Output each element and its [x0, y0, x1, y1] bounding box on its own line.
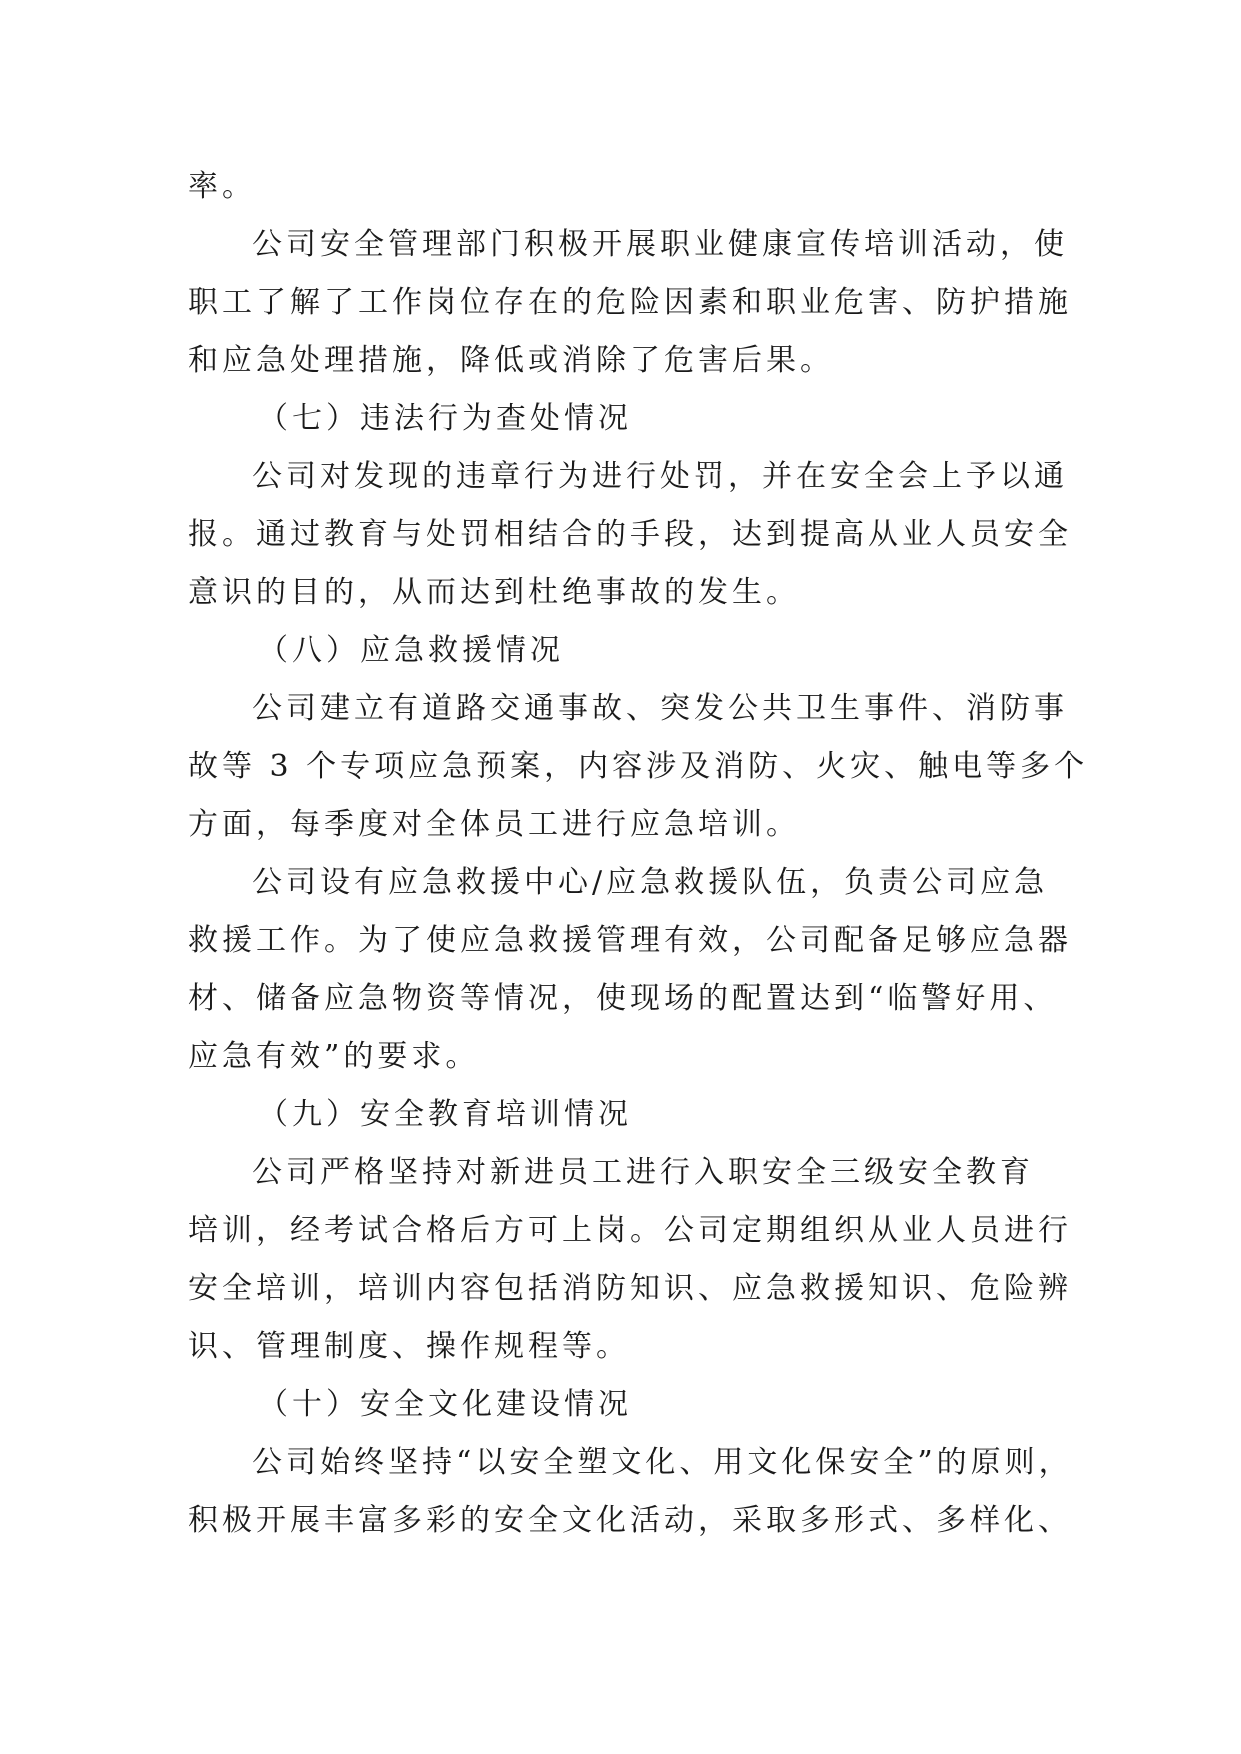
text-line: 应急有效”的要求。	[188, 1039, 480, 1074]
text-line: 故等 3 个专项应急预案，内容涉及消防、火灾、触电等多个	[188, 749, 1089, 784]
paragraph-start-line: 公司始终坚持“以安全塑文化、用文化保安全”的原则，	[252, 1445, 1073, 1480]
text-line: 方面，每季度对全体员工进行应急培训。	[188, 807, 800, 842]
text-line: 和应急处理措施，降低或消除了危害后果。	[188, 343, 834, 378]
paragraph-start-line: 公司对发现的违章行为进行处罚，并在安全会上予以通	[252, 459, 1068, 494]
paragraph-start-line: 公司设有应急救援中心/应急救援队伍，负责公司应急	[252, 865, 1049, 900]
body-text	[188, 158, 1089, 1550]
text-line: 安全培训，培训内容包括消防知识、应急救援知识、危险辨	[188, 1271, 1072, 1306]
text-line: 培训，经考试合格后方可上岗。公司定期组织从业人员进行	[188, 1213, 1072, 1248]
paragraph-start-line: 公司严格坚持对新进员工进行入职安全三级安全教育	[252, 1155, 1034, 1190]
text-line: 积极开展丰富多彩的安全文化活动，采取多形式、多样化、	[188, 1503, 1072, 1538]
text-line: 材、储备应急物资等情况，使现场的配置达到“临警好用、	[188, 981, 1058, 1016]
paragraph-start-line: 公司建立有道路交通事故、突发公共卫生事件、消防事	[252, 691, 1068, 726]
text-line: 率。	[188, 169, 256, 204]
paragraph-start-line: 公司安全管理部门积极开展职业健康宣传培训活动，使	[252, 227, 1068, 262]
text-line: 报。通过教育与处罚相结合的手段，达到提高从业人员安全	[188, 517, 1072, 552]
section-heading-seven: （七）违法行为查处情况	[258, 401, 632, 436]
text-line: 救援工作。为了使应急救援管理有效，公司配备足够应急器	[188, 923, 1072, 958]
section-heading-eight: （八）应急救援情况	[258, 633, 564, 668]
text-line: 意识的目的，从而达到杜绝事故的发生。	[188, 575, 800, 610]
text-line: 职工了解了工作岗位存在的危险因素和职业危害、防护措施	[188, 285, 1072, 320]
section-heading-ten: （十）安全文化建设情况	[258, 1387, 632, 1422]
section-heading-nine: （九）安全教育培训情况	[258, 1097, 632, 1132]
text-line: 识、管理制度、操作规程等。	[188, 1329, 630, 1364]
